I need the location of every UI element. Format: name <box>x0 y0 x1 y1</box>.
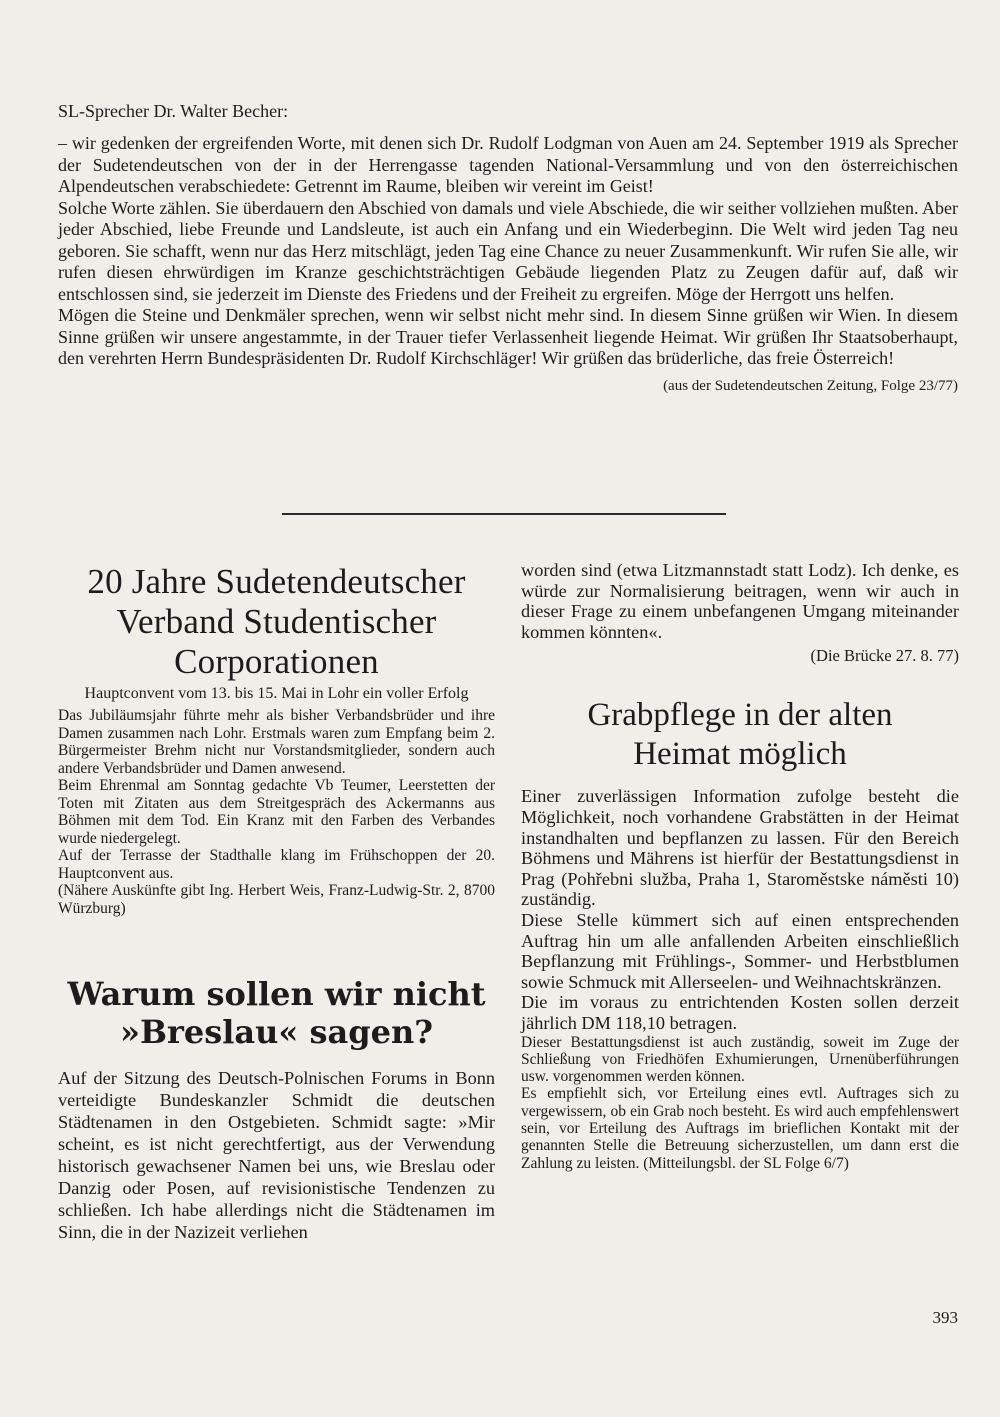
breslau-continuation: worden sind (etwa Litzmannstadt statt Lodz). Ich denke, es würde zur Normalisierung beitragen, wenn wir auch in dieser Frage zu einem unbefangenen Umgang miteinander kommen könnten«. <box>521 560 959 642</box>
speech-article <box>58 100 958 396</box>
section-divider <box>282 513 726 515</box>
corporations-title: 20 Jahre Sudetendeutscher Verband Studentischer Corporationen <box>87 562 466 681</box>
right-column <box>521 560 959 1172</box>
grabpflege-small-paragraph: Es empfiehlt sich, vor Erteilung eines evtl. Auftrages sich zu vergewissern, ob ein Grab noch besteht. Es wird auch empfehlenswert sein, vor Erteilung des Auftrags im brieflichen Kontakt mit der genannten Stelle die Betreuung sicherzustellen, um dann erst die Zahlung zu leisten. (Mitteilungsbl. der SL Folge 6/7) <box>521 1085 959 1172</box>
speaker-line: SL-Sprecher Dr. Walter Becher: <box>58 101 289 121</box>
corporations-paragraph: Auf der Terrasse der Stadthalle klang im Frühschoppen der 20. Hauptconvent aus. <box>58 847 495 882</box>
corporations-subtitle: Hauptconvent vom 13. bis 15. Mai in Lohr ein voller Erfolg <box>84 685 469 702</box>
grabpflege-title-line2: Heimat möglich <box>633 736 847 773</box>
grabpflege-paragraph: Diese Stelle kümmert sich auf einen entsprechenden Auftrag hin um alle anfallenden Arbeiten einschließlich Bepflanzung mit Frühlings-, Sommer- und Herbstblumen sowie Schmuck mit Allerseelen- und Weihnachtskränzen. <box>521 909 959 992</box>
speech-source: (aus der Sudetendeutschen Zeitung, Folge 23/77) <box>663 377 958 394</box>
corporations-contact: (Nähere Auskünfte gibt Ing. Herbert Weis, Franz-Ludwig-Str. 2, 8700 Würzburg) <box>58 882 495 917</box>
corporations-paragraph: Beim Ehrenmal am Sonntag gedachte Vb Teumer, Leerstetten der Toten mit Zitaten aus dem Streitgespräch des Ackermanns aus Böhmen mit dem Tod. Ein Kranz mit den Farben des Verbandes wurde niedergelegt. <box>58 777 495 847</box>
grabpflege-title-line1: Grabpflege in der alten <box>587 697 893 734</box>
speech-paragraph: Solche Worte zählen. Sie überdauern den Abschied von damals und viele Abschiede, die wir seither vollziehen mußten. Aber jeder Abschied, liebe Freunde und Landsleute, ist auch ein Anfang und ein Wiederbeginn. Die Welt wird jeden Tag neu geboren. Sie schafft, wenn nur das Herz mitschlägt, jeden Tag eine Chance zu neuer Zusammenkunft. Wir rufen Sie alle, wir rufen diesen ehrwürdigen im Kranze geschichtsträchtigen Gebäude liegenden Platz zu Zeugen dafür auf, daß wir entschlossen sind, sie jederzeit im Dienste des Friedens und der Freiheit zu ergreifen. Möge der Herrgott uns helfen. <box>58 197 958 304</box>
grabpflege-paragraph: Die im voraus zu entrichtenden Kosten sollen derzeit jährlich DM 118,10 betragen. <box>521 992 959 1033</box>
breslau-title-line1: Warum sollen wir nicht <box>67 975 486 1013</box>
breslau-paragraph: Auf der Sitzung des Deutsch-Polnischen Forums in Bonn verteidigte Bundeskanzler Schmidt die deutschen Städtenamen in den Ostgebieten. Schmidt sagte: »Mir scheint, es ist nicht gerechtfertigt, aus der Verwendung historisch gewachsener Namen bei uns, wie Breslau oder Danzig oder Posen, auf revisionistische Tendenzen zu schließen. Ich habe allerdings nicht die Städtenamen im Sinn, die in der Nazizeit verliehen <box>58 1068 495 1242</box>
speech-paragraph: Mögen die Steine und Denkmäler sprechen, wenn wir selbst nicht mehr sind. In diesem Sinne grüßen wir Wien. In diesem Sinne grüßen wir unsere angestammte, in der Trauer tiefer Verlassenheit liegende Heimat. Wir grüßen Ihr Staatsoberhaupt, den verehrten Herrn Bundespräsidenten Dr. Rudolf Kirchschläger! Wir grüßen das brüderliche, das freie Österreich! <box>58 305 958 368</box>
corporations-paragraph: Das Jubiläumsjahr führte mehr als bisher Verbandsbrüder und ihre Damen zusammen nach Lohr. Erstmals waren zum Empfang beim 2. Bürgermeister Brehm nicht nur Vorstandsmitglieder, sondern auch andere Verbandsbrüder und Damen anwesend. <box>58 707 495 777</box>
breslau-title-line2: »Breslau« sagen? <box>119 1013 434 1051</box>
page-number: 393 <box>932 1308 958 1327</box>
speech-paragraph: – wir gedenken der ergreifenden Worte, mit denen sich Dr. Rudolf Lodgman von Auen am 24. September 1919 als Sprecher der Sudetendeutschen von der in der Herrengasse tagenden National-Versammlung und von den österreichischen Alpendeutschen verabschiedete: Getrennt im Raume, bleiben wir vereint im Geist! <box>58 133 958 196</box>
grabpflege-small-paragraph: Dieser Bestattungsdienst ist auch zuständig, soweit im Zuge der Schließung von Friedhöfen Exhumierungen, Urnenüberführungen usw. vorgenommen werden können. <box>521 1033 959 1086</box>
left-column <box>58 562 495 1243</box>
grabpflege-paragraph: Einer zuverlässigen Information zufolge besteht die Möglichkeit, noch vorhandene Grabstätten in der Heimat instandhalten und bepflanzen zu lassen. Für den Bereich Böhmens und Mährens ist hierfür der Bestattungsdienst in Prag (Pohřebni služba, Praha 1, Staroměstske náměsti 10) zuständig. <box>521 786 959 910</box>
breslau-source: (Die Brücke 27. 8. 77) <box>810 646 959 666</box>
